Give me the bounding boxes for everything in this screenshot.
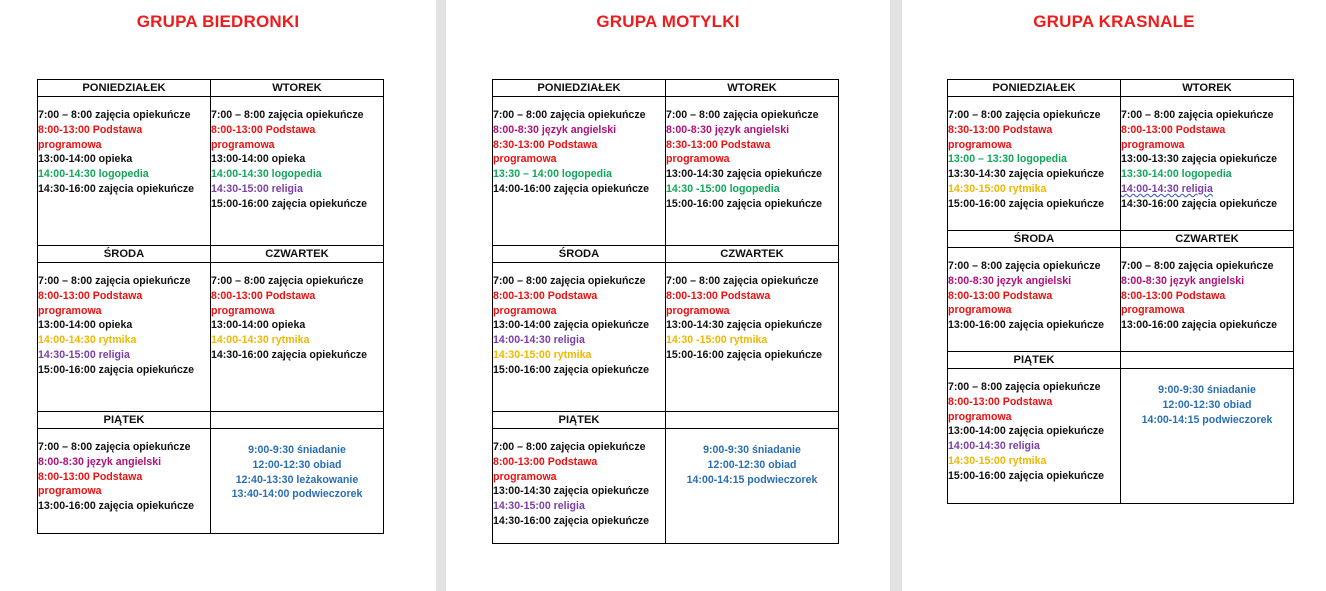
schedule-entry: 14:00-16:00 zajęcia opiekuńcze xyxy=(493,182,650,195)
schedule-entry: programowa xyxy=(948,138,1012,151)
schedule-entry: 8:00-13:00 Podstawa xyxy=(948,395,1053,408)
day-header: CZWARTEK xyxy=(666,246,839,263)
schedule-entry: programowa xyxy=(211,304,275,317)
schedule-entry: 7:00 – 8:00 zajęcia opiekuńcze xyxy=(666,109,819,121)
schedule-entry: 14:30 -15:00 rytmika xyxy=(666,334,768,347)
schedule-entry: 14:30-15:00 religia xyxy=(38,348,130,361)
schedule-entry: 13:00-14:00 opieka xyxy=(211,153,306,166)
meal-entry: 14:00-14:15 podwieczorek xyxy=(1141,413,1273,426)
page-krasnale xyxy=(902,0,1326,591)
schedule-entry: 14:00-14:30 logopedia xyxy=(38,168,149,181)
schedule-entry: 7:00 – 8:00 zajęcia opiekuńcze xyxy=(948,381,1101,393)
schedule-table xyxy=(947,79,1294,504)
day-schedule xyxy=(1121,97,1294,231)
day-schedule xyxy=(38,429,211,534)
group-title: GRUPA BIEDRONKI xyxy=(136,12,300,31)
schedule-entry: programowa xyxy=(1121,304,1185,317)
schedule-entry: 7:00 – 8:00 zajęcia opiekuńcze xyxy=(493,275,646,287)
page-motylki xyxy=(446,0,890,591)
schedule-entry: programowa xyxy=(493,470,557,483)
day-header-row xyxy=(493,246,839,263)
day-header: WTOREK xyxy=(211,80,384,97)
schedule-entry: 7:00 – 8:00 zajęcia opiekuńcze xyxy=(211,275,364,287)
day-body-row xyxy=(948,248,1294,352)
schedule-entry: 13:00-14:00 opieka xyxy=(38,153,133,166)
meal-times xyxy=(211,429,384,534)
schedule-entry: 7:00 – 8:00 zajęcia opiekuńcze xyxy=(1121,260,1274,272)
meal-times xyxy=(1121,369,1294,504)
schedule-entry: 7:00 – 8:00 zajęcia opiekuńcze xyxy=(211,109,364,121)
empty-header xyxy=(211,412,384,429)
meal-entry: 12:40-13:30 leżakowanie xyxy=(235,473,359,486)
schedule-entry: 8:00-13:00 Podstawa xyxy=(493,455,598,468)
schedule-entry: 14:30-15:00 rytmika xyxy=(948,182,1047,195)
group-title: GRUPA KRASNALE xyxy=(1033,12,1195,31)
day-header: PIĄTEK xyxy=(948,352,1121,369)
day-header-row xyxy=(38,246,384,263)
schedule-entry: 8:00-8:30 język angielski xyxy=(666,123,790,136)
schedule-entry: 14:00-14:30 logopedia xyxy=(211,168,322,181)
meal-entry: 12:00-12:30 obiad xyxy=(1162,398,1252,411)
day-schedule xyxy=(211,97,384,246)
schedule-entry: 14:30-16:00 zajęcia opiekuńcze xyxy=(211,348,368,361)
meal-entry: 13:40-14:00 podwieczorek xyxy=(231,488,363,501)
day-body-row xyxy=(948,369,1294,504)
day-header-row xyxy=(38,412,384,429)
schedule-entry: programowa xyxy=(38,485,102,498)
schedule-entry: programowa xyxy=(1121,138,1185,151)
schedule-entry: programowa xyxy=(948,304,1012,317)
day-schedule xyxy=(493,263,666,412)
schedule-entry: 8:00-13:00 Podstawa xyxy=(211,289,316,302)
day-schedule xyxy=(493,97,666,246)
schedule-entry: 14:30-16:00 zajęcia opiekuńcze xyxy=(493,514,650,527)
schedule-entry: 13:00-16:00 zajęcia opiekuńcze xyxy=(948,319,1105,332)
schedule-entry: 8:00-13:00 Podstawa xyxy=(948,289,1053,302)
schedule-entry: 7:00 – 8:00 zajęcia opiekuńcze xyxy=(38,109,191,121)
schedule-entry: 14:30 -15:00 logopedia xyxy=(666,182,780,195)
day-header: WTOREK xyxy=(1121,80,1294,97)
day-header: PONIEDZIAŁEK xyxy=(493,80,666,97)
schedule-entry: 8:00-13:00 Podstawa xyxy=(38,470,143,483)
schedule-entry: 8:30-13:00 Podstawa xyxy=(666,138,771,151)
day-schedule xyxy=(38,97,211,246)
schedule-entry: 13:00-14:00 opieka xyxy=(211,319,306,332)
schedule-entry: programowa xyxy=(493,304,557,317)
day-header-row xyxy=(948,80,1294,97)
schedule-entry: programowa xyxy=(38,304,102,317)
schedule-entry: 8:00-13:00 Podstawa xyxy=(38,289,143,302)
schedule-entry: 14:30-15:00 religia xyxy=(211,182,303,195)
day-header: PONIEDZIAŁEK xyxy=(38,80,211,97)
schedule-entry: 8:00-13:00 Podstawa xyxy=(1121,289,1226,302)
schedule-entry: 14:30-15:00 rytmika xyxy=(493,348,592,361)
schedule-entry: 14:30-15:00 rytmika xyxy=(948,454,1047,467)
schedule-entry: 8:00-8:30 język angielski xyxy=(38,455,162,468)
meal-entry: 12:00-12:30 obiad xyxy=(252,458,342,471)
schedule-entry: 8:00-13:00 Podstawa xyxy=(493,289,598,302)
day-body-row xyxy=(493,97,839,246)
schedule-entry: 13:30-14:00 logopedia xyxy=(1121,168,1232,181)
day-header-row xyxy=(493,412,839,429)
schedule-entry: 7:00 – 8:00 zajęcia opiekuńcze xyxy=(38,441,191,453)
day-header: WTOREK xyxy=(666,80,839,97)
schedule-entry: 14:00-14:30 religia xyxy=(1121,182,1213,195)
schedule-entry: 14:00-14:30 religia xyxy=(493,334,585,347)
schedule-entry: 14:00-14:30 rytmika xyxy=(211,334,310,347)
meal-entry: 9:00-9:30 śniadanie xyxy=(1158,384,1256,396)
schedule-entry: 13:00-14:00 zajęcia opiekuńcze xyxy=(948,425,1105,438)
schedule-entry: 15:00-16:00 zajęcia opiekuńcze xyxy=(493,363,650,376)
day-schedule xyxy=(666,263,839,412)
schedule-entry: 14:30-16:00 zajęcia opiekuńcze xyxy=(1121,197,1278,210)
schedule-entry: 15:00-16:00 zajęcia opiekuńcze xyxy=(948,197,1105,210)
schedule-entry: 8:00-8:30 język angielski xyxy=(948,274,1072,287)
schedule-table xyxy=(37,79,384,534)
schedule-entry: 13:00-16:00 zajęcia opiekuńcze xyxy=(1121,319,1278,332)
group-title: GRUPA MOTYLKI xyxy=(596,12,740,31)
meal-times xyxy=(666,429,839,544)
schedule-entry: 15:00-16:00 zajęcia opiekuńcze xyxy=(948,469,1105,482)
meal-entry: 9:00-9:30 śniadanie xyxy=(703,444,801,456)
day-header: CZWARTEK xyxy=(211,246,384,263)
schedule-entry: 8:00-8:30 język angielski xyxy=(1121,274,1245,287)
day-header-row xyxy=(948,231,1294,248)
schedule-entry: 13:00-13:30 zajęcia opiekuńcze xyxy=(1121,153,1278,166)
schedule-entry: 15:00-16:00 zajęcia opiekuńcze xyxy=(666,197,823,210)
schedule-entry: 14:00-14:30 religia xyxy=(948,440,1040,453)
schedule-table xyxy=(492,79,839,544)
meal-entry: 9:00-9:30 śniadanie xyxy=(248,444,346,456)
schedule-entry: 8:30-13:00 Podstawa xyxy=(493,138,598,151)
day-header: ŚRODA xyxy=(38,246,211,263)
day-header: ŚRODA xyxy=(948,231,1121,248)
schedule-entry: 13:00-14:30 zajęcia opiekuńcze xyxy=(666,319,823,332)
day-header: CZWARTEK xyxy=(1121,231,1294,248)
schedule-entry: 15:00-16:00 zajęcia opiekuńcze xyxy=(38,363,195,376)
meal-entry: 14:00-14:15 podwieczorek xyxy=(686,473,818,486)
empty-header xyxy=(666,412,839,429)
meal-entry: 12:00-12:30 obiad xyxy=(707,458,797,471)
schedule-entry: 15:00-16:00 zajęcia opiekuńcze xyxy=(211,197,368,210)
empty-header xyxy=(1121,352,1294,369)
day-schedule xyxy=(493,429,666,544)
schedule-entry: 13:00-14:30 zajęcia opiekuńcze xyxy=(493,485,650,498)
schedule-entry: 7:00 – 8:00 zajęcia opiekuńcze xyxy=(493,441,646,453)
schedule-entry: 7:00 – 8:00 zajęcia opiekuńcze xyxy=(1121,109,1274,121)
day-header-row xyxy=(493,80,839,97)
day-schedule xyxy=(948,97,1121,231)
day-schedule xyxy=(211,263,384,412)
day-body-row xyxy=(493,263,839,412)
schedule-entry: programowa xyxy=(666,304,730,317)
schedule-entry: 13:00-14:30 zajęcia opiekuńcze xyxy=(666,168,823,181)
day-schedule xyxy=(948,248,1121,352)
schedule-entry: 14:00-14:30 rytmika xyxy=(38,334,137,347)
day-schedule xyxy=(38,263,211,412)
schedule-entry: 13:00 – 13:30 logopedia xyxy=(948,153,1067,166)
schedule-entry: programowa xyxy=(948,410,1012,423)
schedule-entry: 8:00-8:30 język angielski xyxy=(493,123,617,136)
day-header: PIĄTEK xyxy=(493,412,666,429)
schedule-entry: 7:00 – 8:00 zajęcia opiekuńcze xyxy=(493,109,646,121)
day-header-row xyxy=(38,80,384,97)
day-header-row xyxy=(948,352,1294,369)
schedule-entry: 7:00 – 8:00 zajęcia opiekuńcze xyxy=(948,260,1101,272)
schedule-entry: programowa xyxy=(666,153,730,166)
schedule-entry: 8:00-13:00 Podstawa xyxy=(1121,123,1226,136)
schedule-entry: 8:00-13:00 Podstawa xyxy=(38,123,143,136)
schedule-entry: 8:00-13:00 Podstawa xyxy=(666,289,771,302)
schedule-entry: 7:00 – 8:00 zajęcia opiekuńcze xyxy=(38,275,191,287)
schedule-entry: programowa xyxy=(493,153,557,166)
schedule-entry: 8:00-13:00 Podstawa xyxy=(211,123,316,136)
schedule-entry: 14:30-16:00 zajęcia opiekuńcze xyxy=(38,182,195,195)
schedule-entry: 13:30-14:30 zajęcia opiekuńcze xyxy=(948,168,1105,181)
day-schedule xyxy=(666,97,839,246)
day-body-row xyxy=(38,97,384,246)
day-header: PONIEDZIAŁEK xyxy=(948,80,1121,97)
schedule-entry: 14:30-15:00 religia xyxy=(493,500,585,513)
day-schedule xyxy=(948,369,1121,504)
schedule-entry: 13:30 – 14:00 logopedia xyxy=(493,168,612,181)
schedule-entry: 13:00-14:00 zajęcia opiekuńcze xyxy=(493,319,650,332)
page-biedronki xyxy=(0,0,436,591)
day-schedule xyxy=(1121,248,1294,352)
schedule-entry: 13:00-14:00 opieka xyxy=(38,319,133,332)
schedule-entry: 7:00 – 8:00 zajęcia opiekuńcze xyxy=(948,109,1101,121)
schedule-entry: programowa xyxy=(211,138,275,151)
day-body-row xyxy=(38,263,384,412)
day-header: ŚRODA xyxy=(493,246,666,263)
schedule-entry: 7:00 – 8:00 zajęcia opiekuńcze xyxy=(666,275,819,287)
schedule-entry: 13:00-16:00 zajęcia opiekuńcze xyxy=(38,500,195,513)
schedule-entry: 8:30-13:00 Podstawa xyxy=(948,123,1053,136)
day-body-row xyxy=(948,97,1294,231)
schedule-entry: programowa xyxy=(38,138,102,151)
day-body-row xyxy=(38,429,384,534)
day-header: PIĄTEK xyxy=(38,412,211,429)
schedule-entry: 15:00-16:00 zajęcia opiekuńcze xyxy=(666,348,823,361)
day-body-row xyxy=(493,429,839,544)
